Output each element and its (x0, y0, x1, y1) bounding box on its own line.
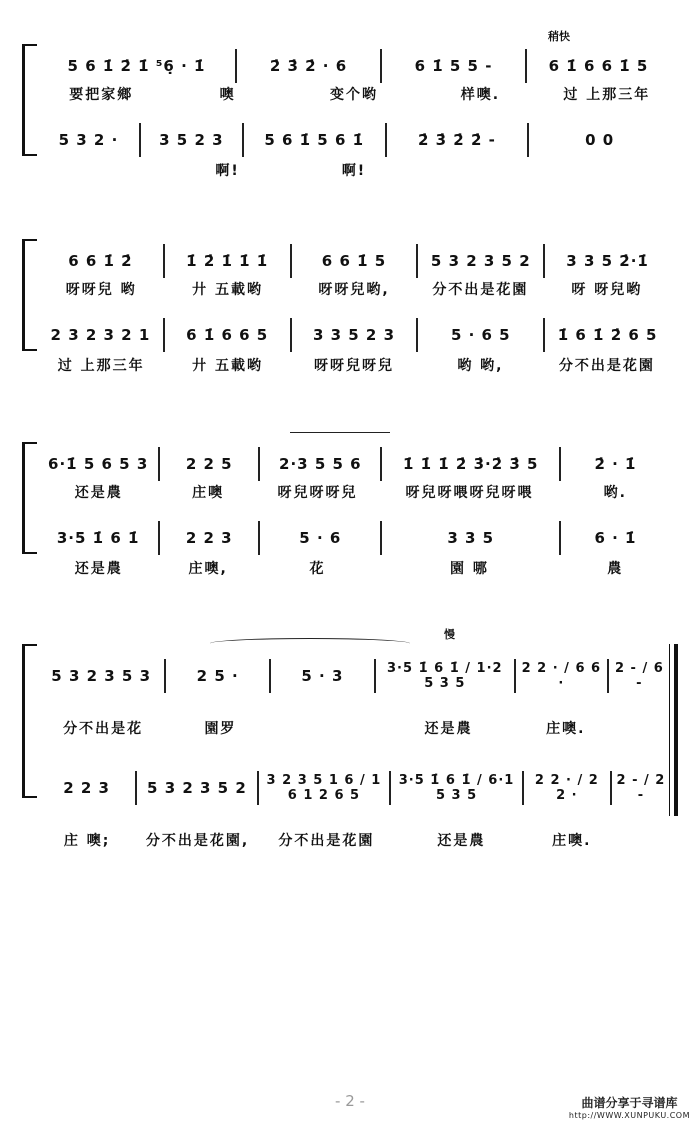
lyric: 噢 (219, 87, 236, 103)
measure (38, 318, 165, 352)
measure (271, 659, 376, 693)
measure (418, 318, 545, 352)
lower-notes (38, 518, 670, 558)
upper-staff (0, 46, 700, 86)
notes: 1̇ 1̇ 1̇ 2̇ 3̇·2̇ 3̇ 5 (402, 455, 539, 473)
upper-staff (0, 444, 700, 484)
lyric: 廾 五載哟 (192, 358, 264, 374)
measure (292, 244, 419, 278)
measure (38, 244, 165, 278)
measure (38, 49, 237, 83)
measure (260, 447, 382, 481)
measure (418, 244, 545, 278)
measure (160, 521, 260, 555)
notes: 6 1̇ 5 5 - (414, 57, 493, 75)
measure (38, 659, 166, 693)
measure (612, 771, 670, 805)
notes: 2·3 5 5 6 (279, 455, 362, 473)
lyric: 还是農 (74, 561, 123, 577)
lyric: 呀 呀兒哟 (571, 282, 643, 298)
notes: 2 3 2 3 2 1 (50, 326, 151, 344)
lyric: 啊! (341, 163, 367, 179)
lyric: 花 (309, 561, 326, 577)
upper-staff (0, 241, 700, 281)
measure (609, 659, 670, 693)
measure (165, 244, 292, 278)
lyric: 还是農 (437, 833, 486, 849)
notes: 5 3 2 3 5 3 (51, 667, 152, 685)
measure (391, 771, 524, 805)
measure (165, 318, 292, 352)
upper-lyrics (38, 84, 670, 104)
notes: 2 2 3 (63, 779, 110, 797)
page-number: - 2 - (335, 1092, 365, 1110)
notes: 2 5 · (196, 667, 239, 685)
notes: 5 6 1̇ 5 6 1̇ (264, 131, 365, 149)
measure (237, 49, 382, 83)
measure (524, 771, 612, 805)
measure (292, 318, 419, 352)
lyric: 啊! (215, 163, 240, 179)
upper-notes (38, 646, 670, 706)
final-barline-thin (669, 644, 671, 816)
notes: 1̇ 2̇ 1̇ 1̇ 1̇ (186, 252, 269, 270)
lyric: 样噢. (460, 87, 501, 103)
lyric: 園 哪 (450, 561, 489, 577)
upper-lyrics (38, 482, 670, 502)
notes: 5 3 2 · (58, 131, 119, 149)
measure (38, 447, 160, 481)
lyric: 呀呀兒哟, (318, 282, 390, 298)
lyric: 庄噢. (546, 721, 586, 737)
lyric: 農 (607, 561, 624, 577)
notes: 2 2 · / 6 6 · (521, 661, 602, 691)
notes: 3·5 1̇ 6 1̇ / 6·1 5 3 5 (398, 773, 515, 803)
notes: 0 0 (585, 131, 615, 149)
lyric: 过 上那三年 (57, 358, 145, 374)
watermark-url: http://WWW.XUNPUKU.COM (568, 1111, 690, 1120)
watermark-title: 曲谱分享于寻谱库 (581, 1096, 678, 1110)
lyric: 庄噢, (188, 561, 228, 577)
notes: 3 5 2 3 (159, 131, 224, 149)
lyric: 哟. (603, 485, 627, 501)
tempo-mark: 慢 (444, 628, 455, 641)
measure (561, 521, 670, 555)
lyric: 分不出是花園 (432, 282, 529, 298)
notes: 6 1̇ 6 6 5 (186, 326, 269, 344)
lower-staff (0, 315, 700, 355)
lyric: 呀呀兒呀兒 (314, 358, 395, 374)
lyric: 过 上那三年 (563, 87, 651, 103)
notes: 5 3 2 3 5 2 (430, 252, 531, 270)
measure (137, 771, 258, 805)
notes: 2̇ 3̇ 2̇ 2̇ - (417, 131, 496, 149)
lower-lyrics (38, 160, 670, 180)
upper-lyrics (38, 279, 670, 299)
lyric: 廾 五載哟 (192, 282, 264, 298)
lyric: 要把家鄉 (69, 87, 134, 103)
lyric: 園罗 (204, 721, 237, 737)
notes: 5 · 3 (301, 667, 344, 685)
measure (545, 244, 670, 278)
watermark (569, 1094, 690, 1120)
lyric: 呀兒呀呀兒 (277, 485, 358, 501)
final-barline-thick (674, 644, 678, 816)
notes: 1̇ 6 1̇ 2̇ 6 5 (557, 326, 658, 344)
lyric: 呀呀兒 哟 (65, 282, 137, 298)
measure (387, 123, 530, 157)
notes: 2 2 5 (185, 455, 233, 473)
upper-lyrics (38, 718, 670, 738)
lower-staff (0, 518, 700, 558)
notes: 3 3 5 (447, 529, 495, 547)
measure (561, 447, 670, 481)
notes: 6 6 1̇ 5 (321, 252, 387, 270)
lyric: 分不出是花 (63, 721, 144, 737)
lyric: 庄噢 (192, 485, 225, 501)
measure (376, 659, 516, 693)
measure (516, 659, 609, 693)
lower-lyrics (38, 558, 670, 578)
notes: 3 2 3 5 1 6 / 1 6 1 2 6 5 (266, 773, 382, 803)
lyric: 呀兒呀喂呀兒呀喂 (405, 485, 534, 501)
measure (529, 123, 670, 157)
notes: 2 2 3 (185, 529, 233, 547)
notes: 3 3 5 2̇·1̇ (566, 252, 649, 270)
lower-notes (38, 315, 670, 355)
tempo-mark: 稍快 (548, 30, 570, 43)
measure (141, 123, 244, 157)
notes: 2 - / 6 - (614, 661, 664, 691)
notes: 2 - / 2 - (616, 773, 666, 803)
measure (527, 49, 670, 83)
lower-staff (0, 758, 700, 818)
notes: 2̇ · 1̇ (594, 455, 637, 473)
lower-notes (38, 758, 670, 818)
notes: 6 1̇ 6 6 1̇ 5 (548, 57, 649, 75)
measure (244, 123, 387, 157)
measure (545, 318, 670, 352)
notes: 5 · 6 (299, 529, 342, 547)
notes: 6 6 1̇ 2̇ (68, 252, 133, 270)
lyric: 庄 噢; (63, 833, 111, 849)
notes: 5 3 2 3 5 2 (147, 779, 247, 797)
upper-notes (38, 444, 670, 484)
measure (260, 521, 382, 555)
lyric: 还是農 (424, 721, 473, 737)
measure (38, 123, 141, 157)
lyric: 分不出是花園, (145, 833, 250, 849)
lower-staff (0, 120, 700, 160)
lower-lyrics (38, 355, 670, 375)
measure (160, 447, 260, 481)
measure (166, 659, 271, 693)
measure (382, 521, 560, 555)
lyric: 分不出是花園 (278, 833, 375, 849)
crescendo-mark (290, 432, 390, 433)
lyric: 还是農 (74, 485, 123, 501)
upper-notes (38, 46, 670, 86)
notes: 3·5 1̇ 6 1̇ (56, 529, 140, 547)
lyric: 庄噢. (552, 833, 592, 849)
measure (38, 521, 160, 555)
lower-lyrics (38, 830, 670, 850)
lyric: 变个哟 (330, 87, 379, 103)
measure (382, 447, 560, 481)
upper-staff (0, 646, 700, 706)
notes: 3·5 1̇ 6 1̇ / 1·2 5 3 5 (387, 661, 503, 691)
measure (382, 49, 527, 83)
notes: 6 · 1̇ (594, 529, 637, 547)
upper-notes (38, 241, 670, 281)
notes: 3 3 5 2 3 (312, 326, 396, 344)
lyric: 分不出是花園 (558, 358, 655, 374)
notes: 2 2 · / 2 2 · (534, 773, 599, 803)
measure (38, 771, 137, 805)
notes: 5 · 6 5 (450, 326, 511, 344)
lower-notes (38, 120, 670, 160)
notes: 2̇ 3̇ 2̇ · 6 (269, 57, 348, 75)
measure (259, 771, 392, 805)
lyric: 哟 哟, (457, 358, 504, 374)
notes: 5 6 1̇ 2̇ 1̇ ⁵6̣ · 1̇ (67, 57, 206, 75)
notes: 6·1̇ 5 6 5 3 (48, 455, 149, 473)
